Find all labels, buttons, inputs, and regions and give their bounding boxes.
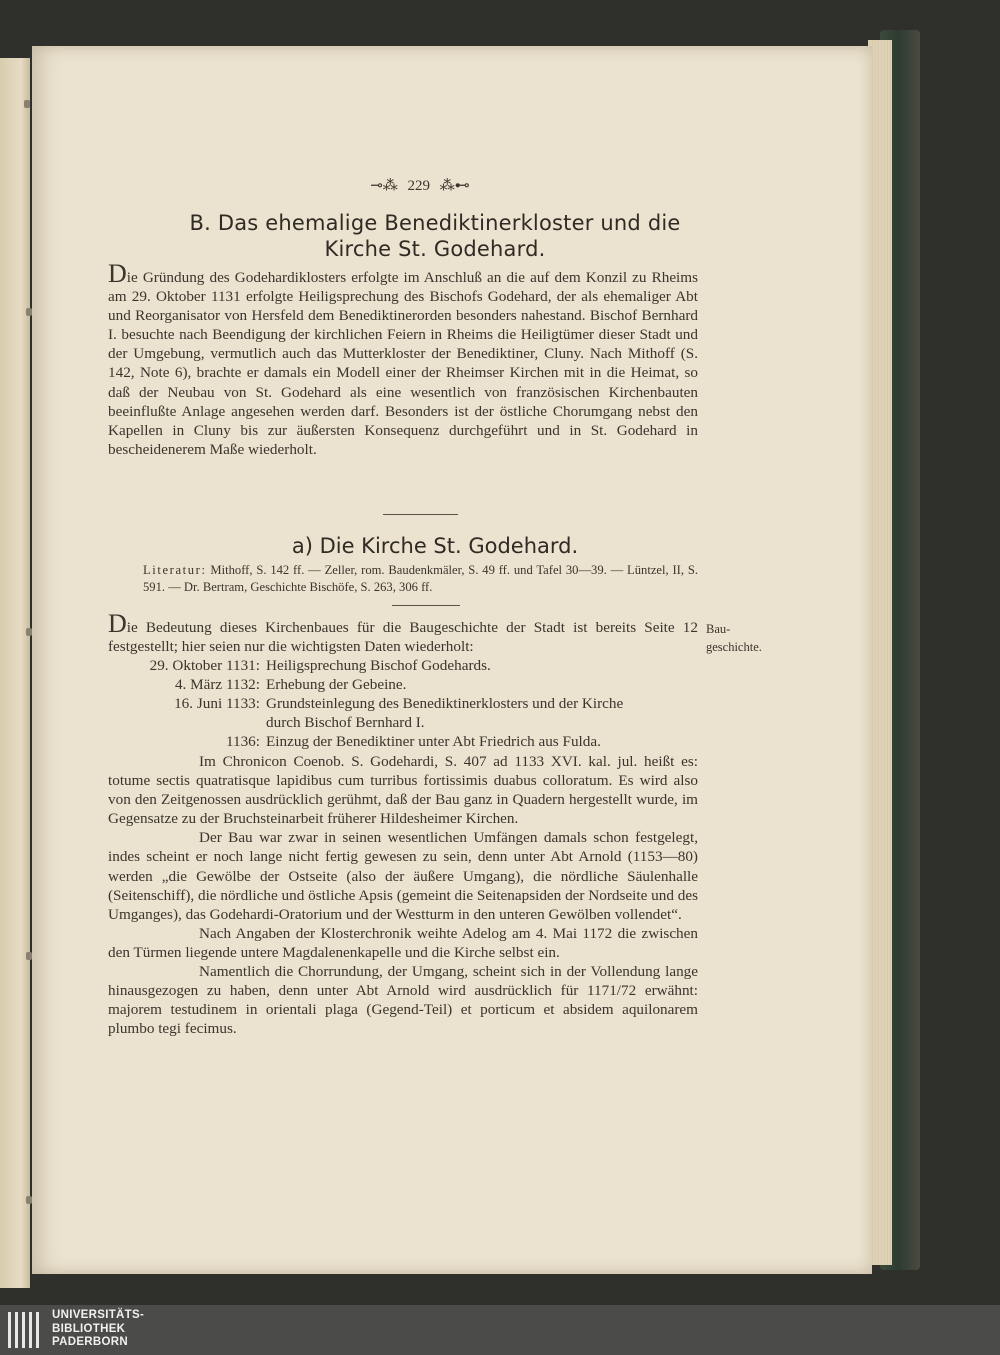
date-list	[108, 656, 703, 751]
chapter-heading	[130, 210, 740, 262]
date-label: 16. Juni 1133:	[174, 695, 260, 713]
page-number-value: 229	[407, 178, 431, 194]
literature-text: Mithoff, S. 142 ff. — Zeller, rom. Baudenkmäler, S. 49 ff. und Tafel 30—39. — Lüntzel, II, S. 591. — Dr. Bertram, Geschichte Bischöfe, S. 263, 306 ff.	[143, 563, 699, 594]
intro-dropcap: D	[108, 259, 127, 288]
paragraph-klosterchronik: Nach Angaben der Klosterchronik weihte Adelog am 4. Mai 1172 die zwischen den Türmen liegende untere Magdalenenkapelle und die Kirche selbst ein.	[108, 924, 698, 961]
paragraph-chorrundung: Namentlich die Chorrundung, der Umgang, scheint sich in der Vollendung lange hinausgezogen zu haben, denn unter Abt Arnold wird ausdrücklich für 1171/72 erwähnt: majorem testudinem in orientali plaga (Gegend-Teil) et porticum et absidem aquilonarem plumbo tegi fecimus.	[108, 963, 698, 1038]
section-divider	[383, 514, 458, 515]
intro-paragraph-block	[108, 259, 698, 459]
body-paragraphs	[108, 752, 698, 1038]
literature-divider	[392, 605, 460, 606]
date-label: 4. März 1132:	[174, 676, 260, 694]
date-label: 1136:	[225, 733, 260, 751]
chapter-heading-line1: B. Das ehemalige Benediktinerkloster und die	[189, 211, 681, 235]
date-label: 29. Oktober 1131:	[149, 657, 260, 674]
library-logo-line2: BIBLIOTHEK	[52, 1322, 126, 1335]
facing-page-edge	[0, 58, 30, 1288]
library-logo-line1: UNIVERSITÄTS-	[52, 1309, 145, 1321]
date-row	[108, 713, 703, 732]
page-number-ornament-left: ⊸⁂	[370, 178, 398, 194]
literature-note	[143, 562, 698, 596]
library-logo-text	[52, 1309, 144, 1350]
date-text: Erhebung der Gebeine.	[266, 676, 407, 694]
date-row	[108, 694, 703, 713]
section-heading: a) Die Kirche St. Godehard.	[291, 534, 579, 558]
date-row	[108, 675, 703, 694]
date-text: Grundsteinlegung des Benediktinerklosters und der Kirche	[266, 695, 624, 713]
library-footer	[0, 1305, 1000, 1355]
date-text: Einzug der Benediktiner unter Abt Friedrich aus Fulda.	[266, 733, 601, 751]
paragraph-bau: Der Bau war zwar in seinen wesentlichen Umfängen damals schon festgelegt, indes scheint er noch lange nicht fertig gewesen zu sein, denn unter Abt Arnold (1153—80) werden „die Gewölbe der Ostseite (also der äußere Umgang), die nördliche Säulenhalle (Seitenschiff), die nördliche und östliche Apsis (gemeint die Seitenapsiden der Nordseite und des Umganges), das Godehardi-Oratorium und der Westturm in den unteren Gewölben vollendet“.	[108, 829, 698, 923]
margin-note-line2: geschichte.	[706, 640, 762, 654]
binding-mark	[24, 100, 30, 108]
page-number-ornament-right: ⁂⊷	[439, 178, 470, 194]
second-intro-paragraph	[108, 609, 698, 656]
date-text: durch Bischof Bernhard I.	[266, 714, 425, 732]
date-row	[108, 656, 703, 675]
second-intro-text: ie Bedeutung dieses Kirchenbaues für die Baugeschichte der Stadt ist bereits Seite 12 festgestellt; hier seien nur die wichtigsten Daten wiederholt:	[108, 619, 698, 656]
margin-note-line1: Bau-	[706, 622, 731, 636]
date-row	[108, 732, 703, 751]
margin-note	[706, 620, 762, 656]
library-logo-line3: PADERBORN	[52, 1336, 128, 1348]
chapter-heading-line2: Kirche St. Godehard.	[324, 237, 546, 261]
library-logo-icon	[8, 1312, 44, 1348]
date-label	[108, 713, 266, 732]
literature-label: Literatur:	[143, 563, 207, 577]
second-intro-block	[108, 609, 698, 656]
page-number	[370, 176, 470, 195]
intro-paragraph-text: ie Gründung des Godehardiklosters erfolgte im Anschluß an die auf dem Konzil zu Rheims am 29. Oktober 1131 erfolgte Heiligsprechung des Bischofs Godehard, der als ehemaliger Abt und Reorganisator von Hersfeld dem Benediktinerorden besonders nahestand. Bischof Bernhard I. besuchte nach Beendigung der kirchlichen Feiern in Rheims die Heiligtümer dieser Stadt und der Umgebung, vermutlich auch das Mutterkloster der Benediktiner, Cluny. Nach Mithoff (S. 142, Note 6), brachte er damals ein Modell einer der Rheimser Kirchen mit in die Heimat, so daß der Neubau von St. Godehard als eine wesentlich von französischen Kirchenbauten beeinflußte Anlage angesehen werden darf. Besonders ist der östliche Chorumgang nebst den Kapellen in Cluny bis zur äußersten Konsequenz durchgeführt und in St. Godehard in bescheidenerem Maße wiederholt.	[108, 269, 698, 458]
paragraph-chronicon: Im Chronicon Coenob. S. Godehardi, S. 407 ad 1133 XVI. kal. jul. heißt es: totume sectis quatratisque lapidibus cum turribus fortissimis duabus colloratum. Es wird also von den Zeitgenossen ausdrücklich gerühmt, daß der Bau ganz in Quadern hergestellt wurde, im Gegensatze zu der Bruchsteinarbeit früherer Hildesheimer Kirchen.	[108, 753, 698, 828]
date-text: Heiligsprechung Bischof Godehards.	[266, 657, 491, 674]
intro-paragraph	[108, 259, 698, 459]
second-dropcap: D	[108, 609, 127, 638]
